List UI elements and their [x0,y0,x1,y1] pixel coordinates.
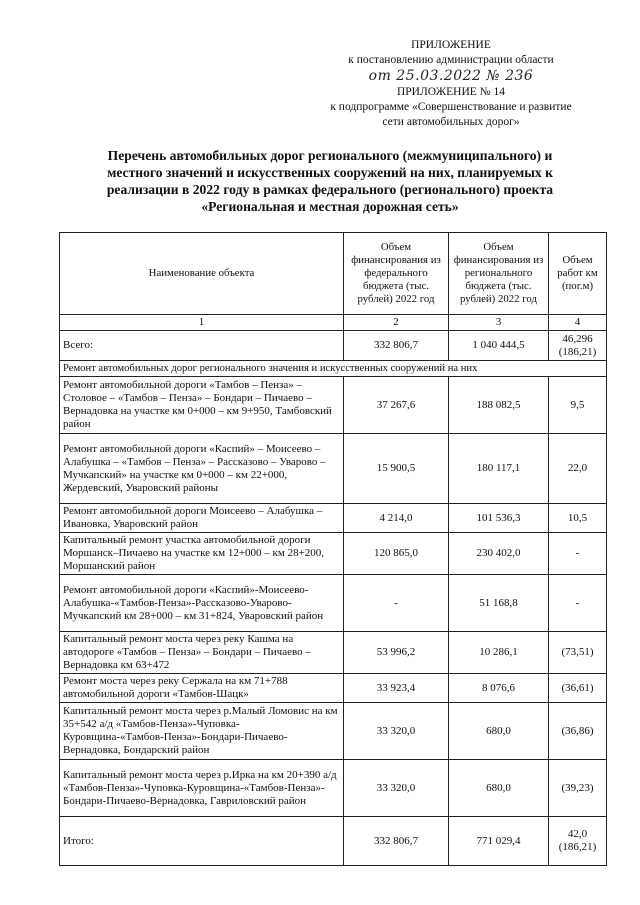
table-row [60,632,607,674]
row-federal: 53 996,2 [344,632,449,674]
row-works: (36,61) [549,674,607,703]
row-regional: 8 076,6 [449,674,549,703]
section-row [60,361,607,377]
table-row [60,674,607,703]
row-regional: 188 082,5 [449,377,549,434]
row-regional: 180 117,1 [449,434,549,504]
row-works: - [549,533,607,575]
table-row [60,760,607,817]
appendix-number: ПРИЛОЖЕНИЕ № 14 [396,86,505,98]
row-federal: 33 923,4 [344,674,449,703]
row-federal: 37 267,6 [344,377,449,434]
row-name: Ремонт автомобильной дороги Моисеево – Алабушка – Ивановка, Уваровский район [60,504,344,533]
row-works: - [549,575,607,632]
roads-table [59,232,607,866]
title-line-3: реализации в 2022 году в рамках федерального (регионального) проекта [106,182,554,197]
appendix-header [316,38,586,130]
row-works: (36,86) [549,703,607,760]
row-name: Ремонт автомобильной дороги «Каспий»-Моисеево-Алабушка-«Тамбов-Пенза»-Рассказово-Уварово-Мучкапский км 28+000 – км 31+824, Уваровский район [60,575,344,632]
title-line-1: Перечень автомобильных дорог регионального (межмуниципального) и [107,148,553,163]
header-federal: Объем финансирования из федерального бюджета (тыс. рублей) 2022 год [344,233,449,315]
row-name: Капитальный ремонт участка автомобильной дороги Моршанск–Пичаево на участке км 12+000 – км 28+200, Моршанский район [60,533,344,575]
itogo-label: Итого: [60,817,344,866]
total-label: Всего: [60,331,344,361]
row-federal: - [344,575,449,632]
col-number-4: 4 [549,315,607,331]
row-works: 22,0 [549,434,607,504]
document-title [70,147,590,215]
subprogram-line-2: сети автомобильных дорог» [382,116,520,128]
col-number-2: 2 [344,315,449,331]
row-name: Капитальный ремонт моста через р.Ирка на км 20+390 а/д «Тамбов-Пенза»-Чуповка-Куровщина-«Тамбов-Пенза»-Бондари-Пичаево-Вернадовка, Гавриловский район [60,760,344,817]
row-federal: 4 214,0 [344,504,449,533]
row-regional: 51 168,8 [449,575,549,632]
title-line-2: местного значений и искусственных сооружений на них, планируемых к [107,165,553,180]
title-line-4: «Региональная и местная дорожная сеть» [201,199,459,214]
table-row [60,533,607,575]
row-works: 10,5 [549,504,607,533]
itogo-federal: 332 806,7 [344,817,449,866]
row-federal: 33 320,0 [344,703,449,760]
total-regional: 1 040 444,5 [449,331,549,361]
appendix-label: ПРИЛОЖЕНИЕ [411,39,491,51]
row-regional: 680,0 [449,703,549,760]
table-row [60,377,607,434]
itogo-works [549,817,607,866]
row-regional: 101 536,3 [449,504,549,533]
row-name: Ремонт моста через реку Сержала на км 71+788 автомобильной дороги «Тамбов-Шацк» [60,674,344,703]
resolution-line: к постановлению администрации области [348,54,554,66]
header-regional: Объем финансирования из регионального бюджета (тыс. рублей) 2022 год [449,233,549,315]
handwritten-date: от 25.03.2022 № 236 [368,68,534,84]
col-number-1: 1 [60,315,344,331]
row-regional: 230 402,0 [449,533,549,575]
total-works-km: 46,296 [562,332,593,345]
itogo-row [60,817,607,866]
itogo-works-m: (186,21) [558,841,597,853]
row-federal: 120 865,0 [344,533,449,575]
row-name: Капитальный ремонт моста через реку Кашма на автодороге «Тамбов – Пенза» – Бондари – Пичаево – Вернадовка км 63+472 [60,632,344,674]
table-row [60,504,607,533]
table-row [60,434,607,504]
table-row [60,575,607,632]
row-federal: 15 900,5 [344,434,449,504]
row-name: Ремонт автомобильной дороги «Тамбов – Пенза» – Столовое – «Тамбов – Пенза» – Бондари – Пичаево – Вернадовка на участке км 0+000 – км 9+950, Тамбовский район [60,377,344,434]
row-federal: 33 320,0 [344,760,449,817]
total-row [60,331,607,361]
total-federal: 332 806,7 [344,331,449,361]
row-works: 9,5 [549,377,607,434]
subprogram-line-1: к подпрограмме «Совершенствование и развитие [330,101,572,113]
header-name: Наименование объекта [60,233,344,315]
row-name: Капитальный ремонт моста через р.Малый Ломовис на км 35+542 а/д «Тамбов-Пенза»-Чуповка-Куровщина-«Тамбов-Пенза»-Бондари-Пичаево-Вернадовка, Бондарский район [60,703,344,760]
row-works: (73,51) [549,632,607,674]
total-works-m: (186,21) [558,345,597,358]
row-regional: 10 286,1 [449,632,549,674]
row-name: Ремонт автомобильной дороги «Каспий» – Моисеево – Алабушка – «Тамбов – Пенза» – Рассказово – Уварово –Мучкапский» на участке км 0+000 – км 22+000, Жердевский, Уваровский районы [60,434,344,504]
table-row [60,703,607,760]
itogo-works-km: 42,0 [567,828,588,840]
section-title: Ремонт автомобильных дорог регионального значения и искусственных сооружений на них [60,361,607,377]
itogo-regional: 771 029,4 [449,817,549,866]
column-number-row [60,315,607,331]
row-works: (39,23) [549,760,607,817]
row-regional: 680,0 [449,760,549,817]
header-works: Объем работ км (пог.м) [549,233,607,315]
col-number-3: 3 [449,315,549,331]
total-works [549,331,607,361]
table-header-row [60,233,607,315]
